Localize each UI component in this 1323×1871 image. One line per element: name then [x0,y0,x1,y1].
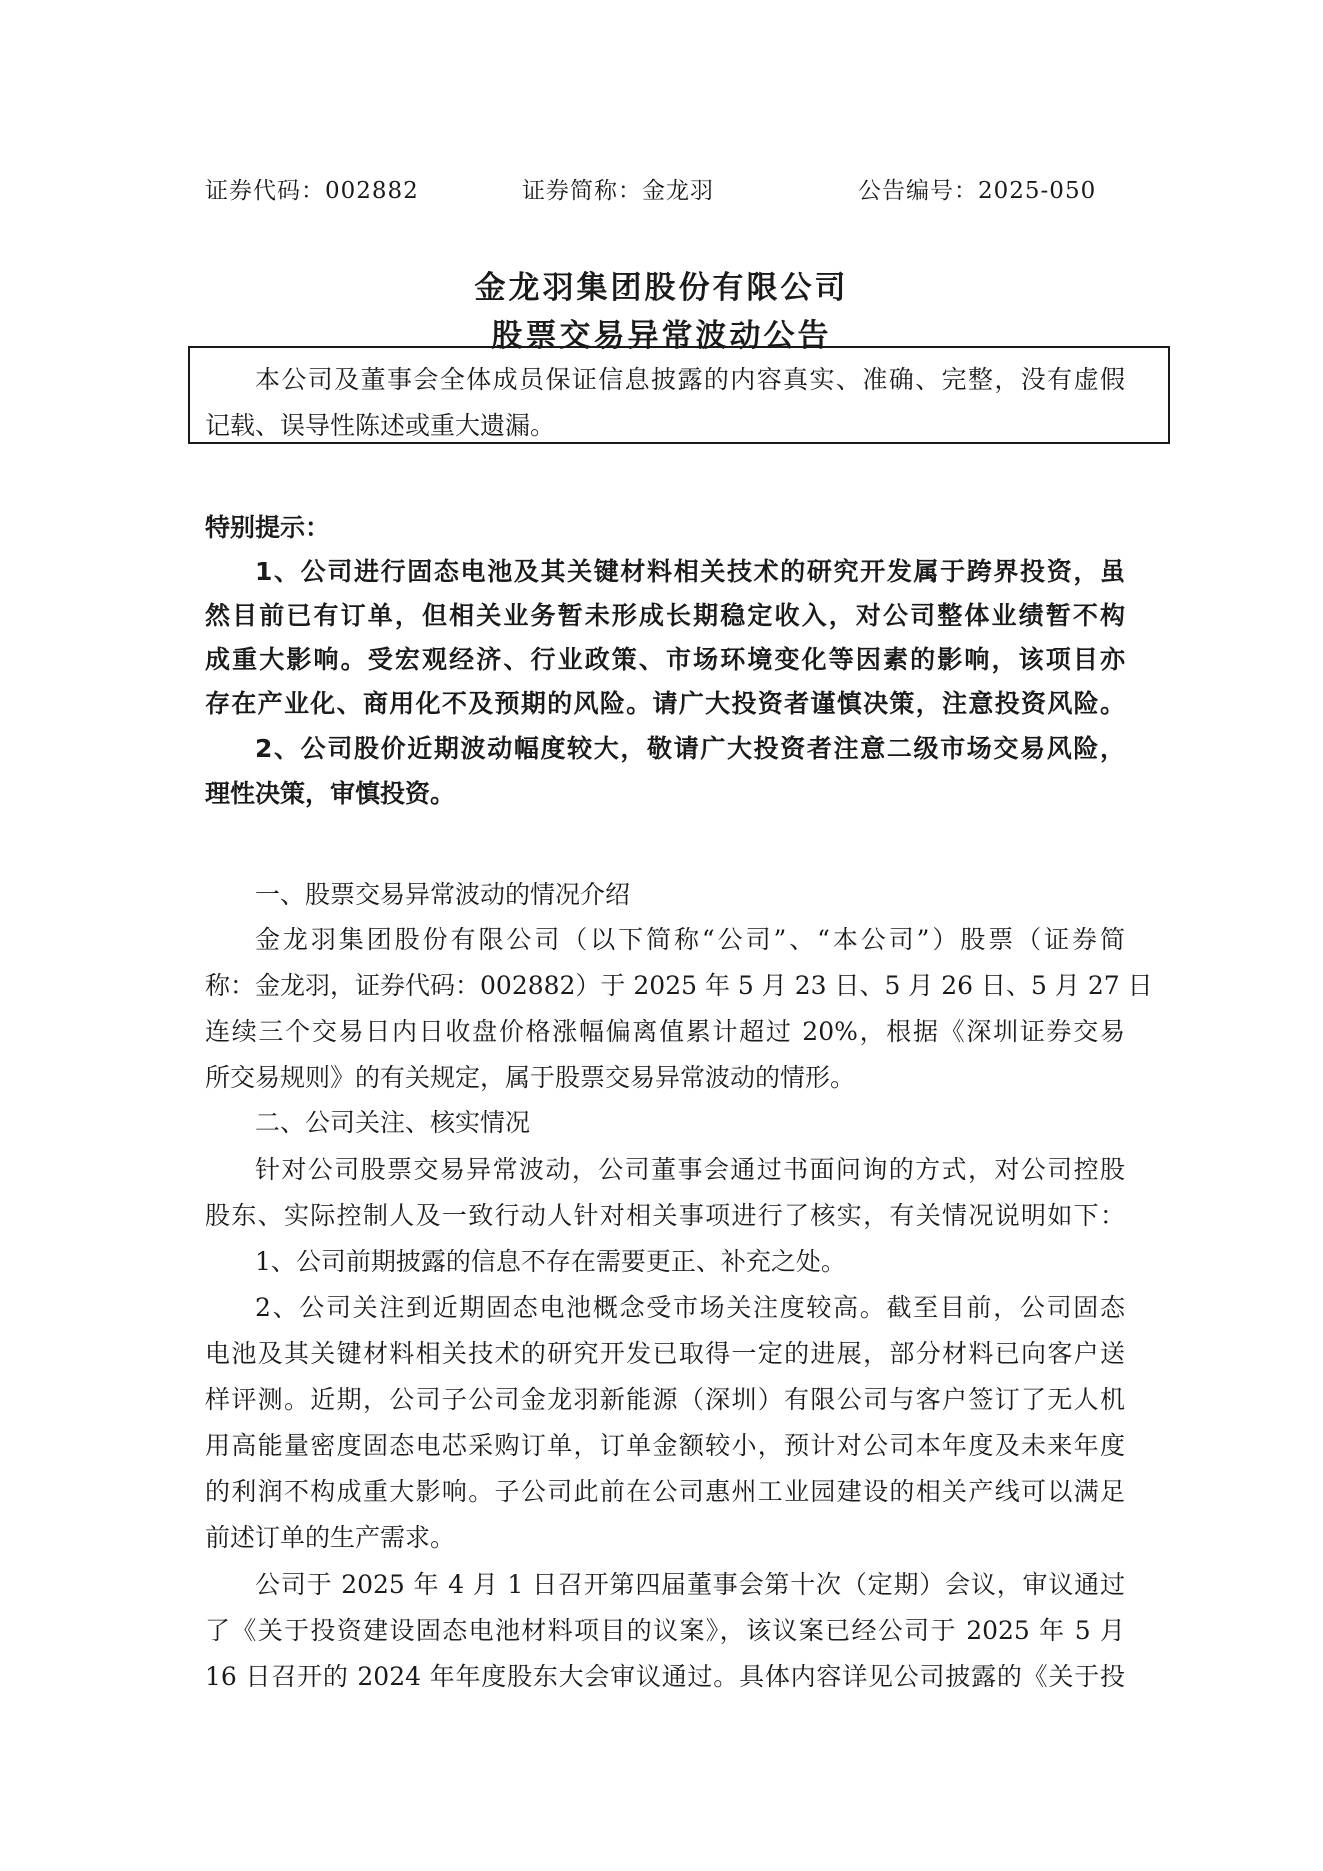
section2-intro-line-1: 针对公司股票交易异常波动，公司董事会通过书面问询的方式，对公司控股 [255,1155,1125,1184]
board-guarantee-line-1: 本公司及董事会全体成员保证信息披露的内容真实、准确、完整，没有虚假 [255,365,1125,394]
tip2-line-2: 理性决策，审慎投资。 [205,779,456,808]
section1-line-2: 称：金龙羽，证券代码：002882）于 2025 年 5 月 23 日、5 月 26 日、5 月 27 日 [205,971,1153,1000]
security-abbreviation: 证券简称：金龙羽 [522,178,714,204]
tip2-line-1: 2、公司股价近期波动幅度较大，敬请广大投资者注意二级市场交易风险， [255,734,1125,763]
section2-item2-line-6: 前述订单的生产需求。 [205,1523,456,1552]
section1-line-3: 连续三个交易日内日收盘价格涨幅偏离值累计超过 20%，根据《深圳证券交易 [205,1017,1125,1046]
board-guarantee-line-2: 记载、误导性陈述或重大遗漏。 [205,411,556,440]
company-name-title: 金龙羽集团股份有限公司 [474,270,849,306]
section2-item2-line-1: 2、公司关注到近期固态电池概念受市场关注度较高。截至目前，公司固态 [255,1293,1125,1322]
section2-item2-line-3: 样评测。近期，公司子公司金龙羽新能源（深圳）有限公司与客户签订了无人机 [205,1385,1125,1414]
tip1-line-4: 存在产业化、商用化不及预期的风险。请广大投资者谨慎决策，注意投资风险。 [205,689,1125,718]
section2-item2-line-2: 电池及其关键材料相关技术的研究开发已取得一定的进展，部分材料已向客户送 [205,1339,1125,1368]
section2-para3-line-1: 公司于 2025 年 4 月 1 日召开第四届董事会第十次（定期）会议，审议通过 [255,1570,1125,1599]
special-tips-heading: 特别提示： [205,513,331,542]
tip1-line-3: 成重大影响。受宏观经济、行业政策、市场环境变化等因素的影响，该项目亦 [205,645,1125,674]
section1-heading: 一、股票交易异常波动的情况介绍 [255,880,631,909]
section2-item1: 1、公司前期披露的信息不存在需要更正、补充之处。 [255,1247,846,1276]
section2-para3-line-3: 16 日召开的 2024 年年度股东大会审议通过。具体内容详见公司披露的《关于投 [205,1662,1125,1691]
section2-para3-line-2: 了《关于投资建设固态电池材料项目的议案》，该议案已经公司于 2025 年 5 月 [205,1616,1125,1645]
tip1-line-1: 1、公司进行固态电池及其关键材料相关技术的研究开发属于跨界投资，虽 [255,557,1125,586]
notice-number: 公告编号：2025-050 [858,178,1097,204]
section2-intro-line-2: 股东、实际控制人及一致行动人针对相关事项进行了核实，有关情况说明如下： [205,1201,1125,1230]
tip1-line-2: 然目前已有订单，但相关业务暂未形成长期稳定收入，对公司整体业绩暂不构 [205,601,1125,630]
section2-item2-line-4: 用高能量密度固态电芯采购订单，订单金额较小，预计对公司本年度及未来年度 [205,1431,1125,1460]
section2-item2-line-5: 的利润不构成重大影响。子公司此前在公司惠州工业园建设的相关产线可以满足 [205,1477,1125,1506]
section1-line-4: 所交易规则》的有关规定，属于股票交易异常波动的情形。 [205,1063,856,1092]
section1-line-1: 金龙羽集团股份有限公司（以下简称“公司”、“本公司”）股票（证券简 [255,925,1125,954]
announcement-title: 股票交易异常波动公告 [491,318,832,354]
security-code: 证券代码：002882 [205,178,419,204]
section2-heading: 二、公司关注、核实情况 [255,1108,531,1137]
